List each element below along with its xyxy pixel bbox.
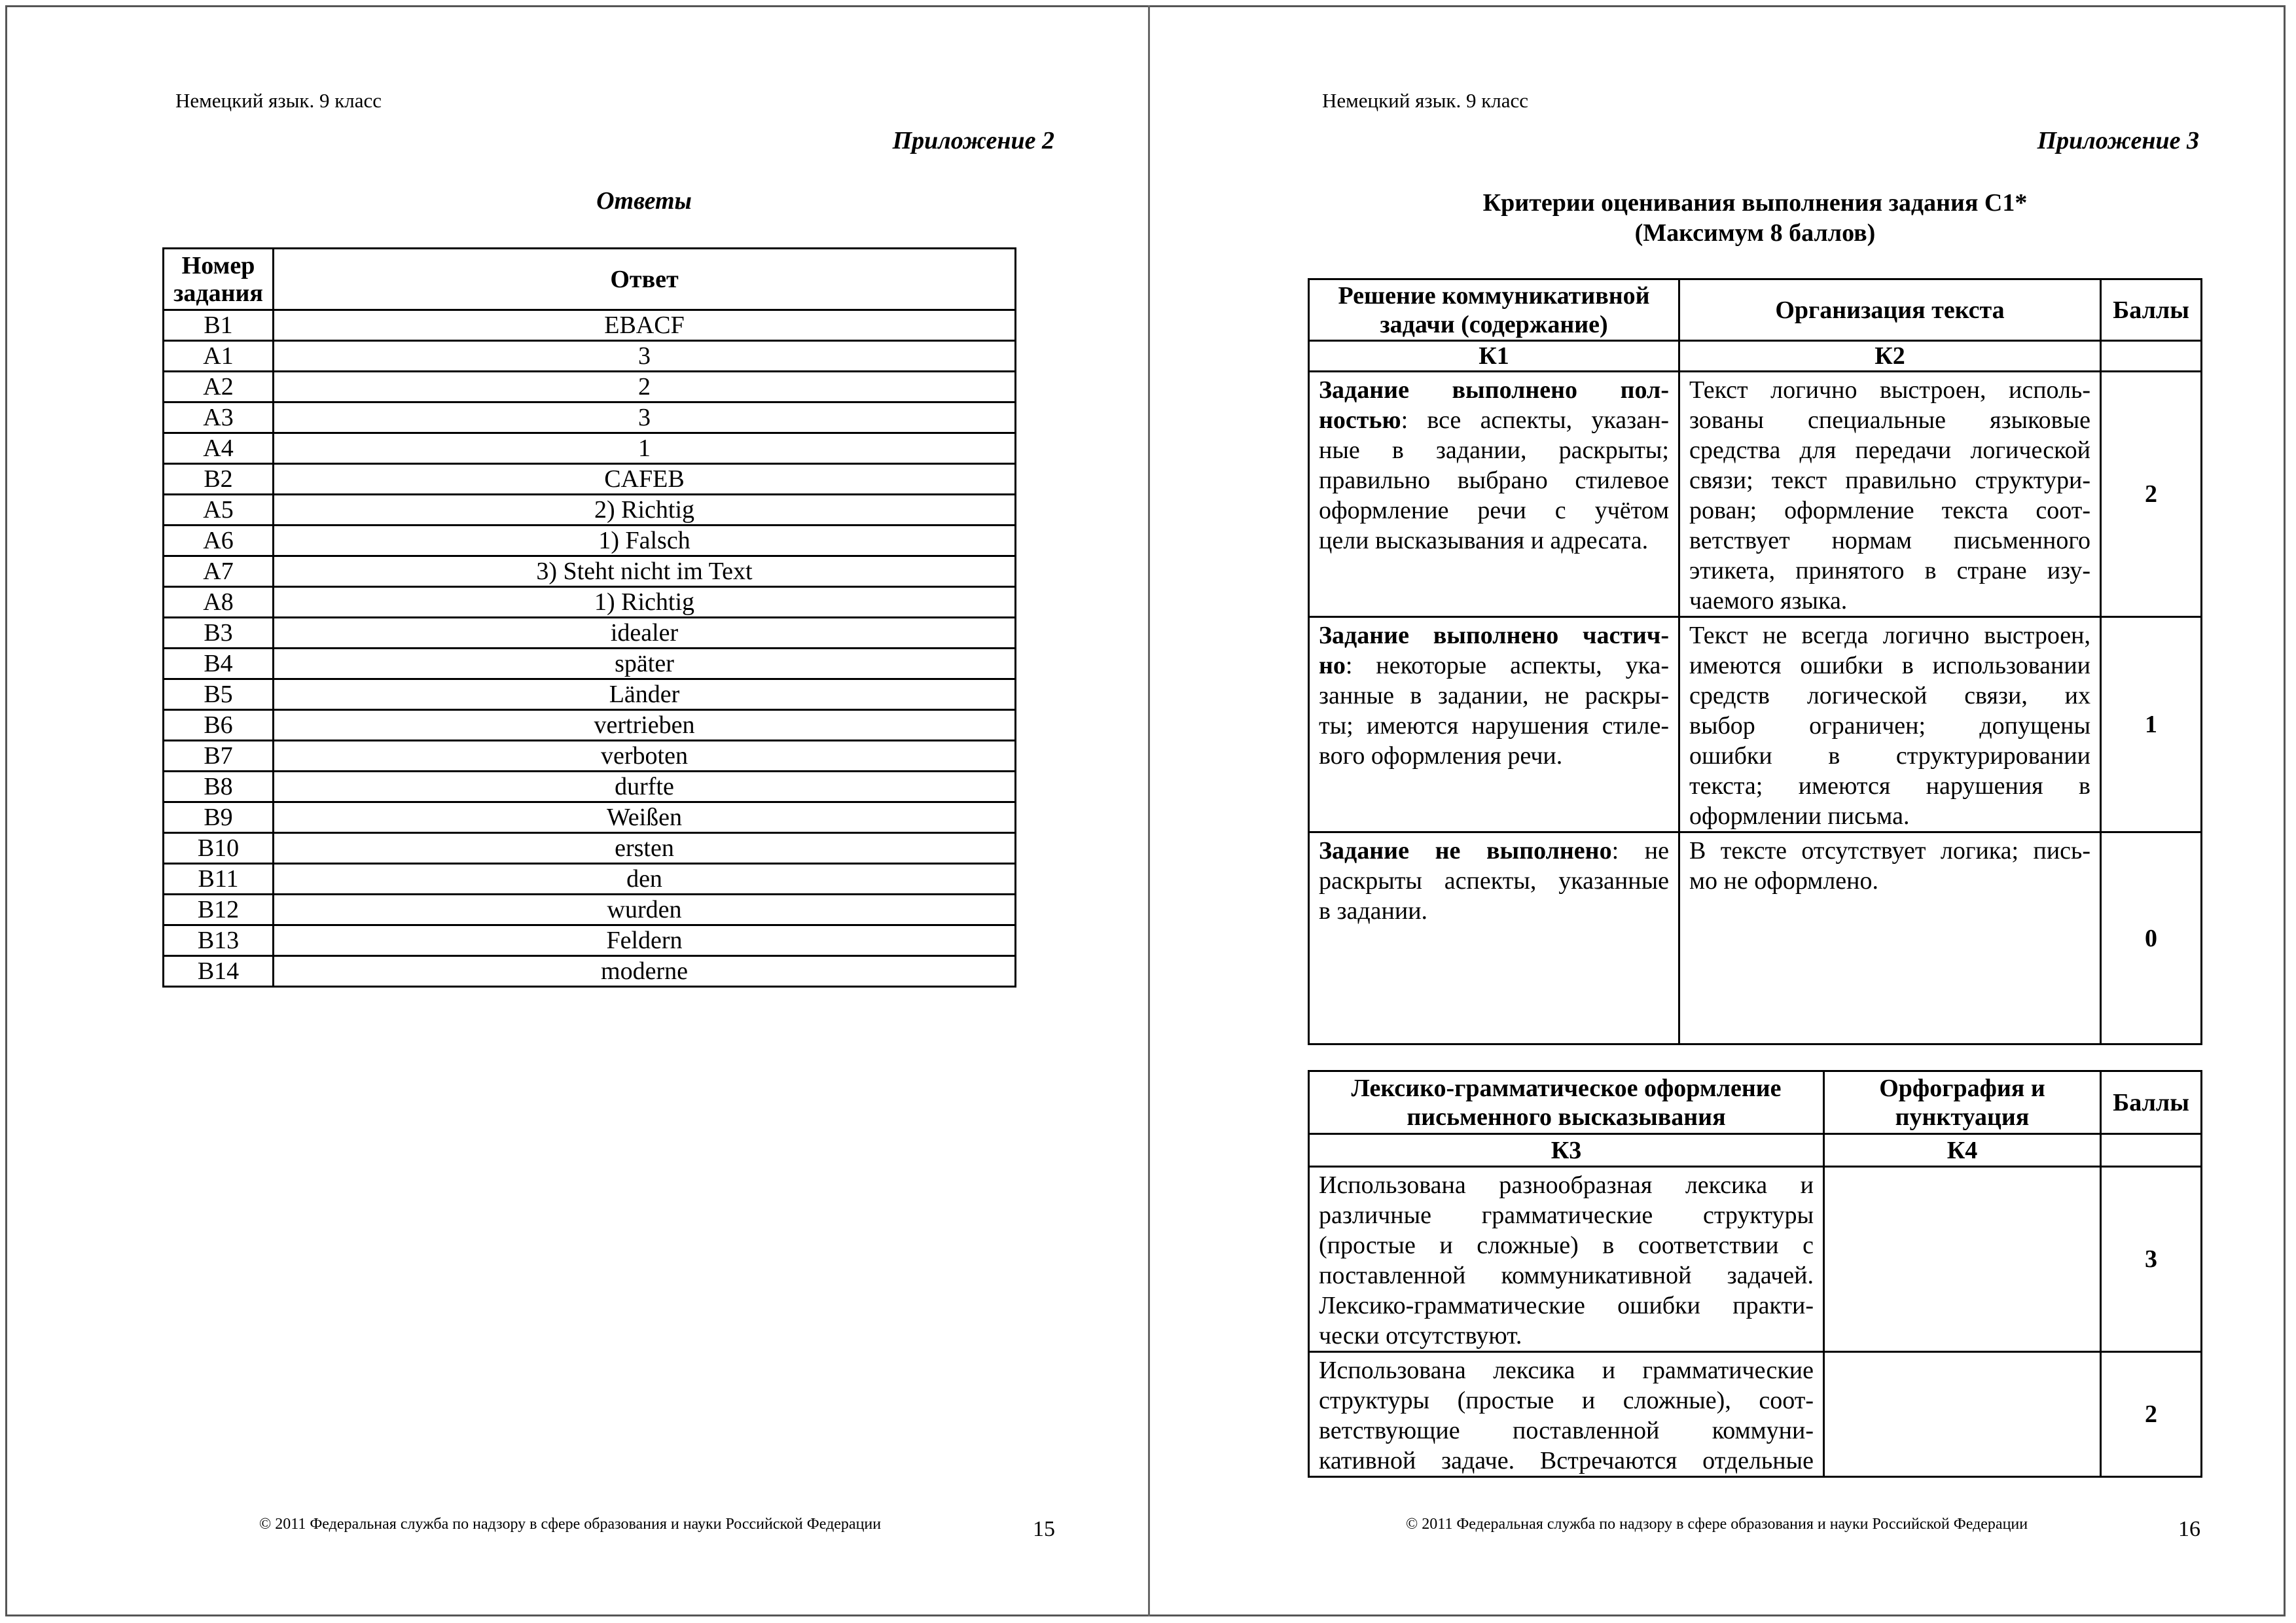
- table-row: [164, 864, 1016, 895]
- task-number: B14: [164, 956, 274, 987]
- header-spelling: Орфография и пунктуация: [1824, 1071, 2101, 1134]
- task-number: B7: [164, 741, 274, 772]
- k1-description: [1309, 372, 1679, 617]
- k2-description: [1679, 372, 2101, 617]
- task-answer: ersten: [274, 833, 1016, 864]
- text-line: Использована разнообразная лексика и: [1319, 1171, 1814, 1199]
- criterion-k2: К2: [1679, 341, 2101, 372]
- bold-term: Задание выполнено пол-: [1319, 376, 1669, 404]
- bold-term: Задание выполнено частич-: [1319, 622, 1669, 649]
- section-title: Ответы: [596, 187, 692, 215]
- text-line: раскрыты аспекты, указанные: [1319, 867, 1669, 895]
- text-line: выбор ограничен; допущены: [1689, 712, 2090, 740]
- criteria-title: Критерии оценивания выполнения задания С1*: [1482, 189, 2028, 217]
- running-header: Немецкий язык. 9 класс: [175, 89, 382, 112]
- k4-description: [1824, 1352, 2101, 1477]
- k1-description: [1309, 617, 1679, 832]
- text-line: оформление речи с учётом: [1319, 497, 1669, 524]
- text-line: различные грамматические структуры: [1319, 1202, 1814, 1229]
- task-answer: 1) Richtig: [274, 587, 1016, 618]
- task-answer: Feldern: [274, 925, 1016, 956]
- text-line: текста; имеются нарушения в: [1689, 772, 2090, 800]
- table-row: [164, 956, 1016, 987]
- k3-description: [1309, 1167, 1824, 1352]
- table-row: [164, 526, 1016, 556]
- table-row: [164, 433, 1016, 464]
- bold-term: ностью: [1319, 406, 1401, 434]
- appendix-label: Приложение 2: [892, 127, 1054, 154]
- page-number: 16: [2178, 1517, 2200, 1541]
- text-line: вого оформления речи.: [1319, 742, 1563, 770]
- text-line: Лексико-грамматические ошибки практи-: [1319, 1292, 1814, 1319]
- task-answer: 3: [274, 341, 1016, 372]
- task-answer: durfte: [274, 772, 1016, 802]
- criterion-k1: К1: [1309, 341, 1679, 372]
- score-value: 1: [2101, 617, 2202, 832]
- text-line: ветствует нормам письменного: [1689, 527, 2090, 554]
- line-text: : все аспекты, указан-: [1401, 406, 1669, 434]
- table-row: [164, 618, 1016, 649]
- criterion-k3: К3: [1309, 1134, 1824, 1167]
- text-line: [1319, 375, 1669, 405]
- text-line: занные в задании, не раскры-: [1319, 682, 1669, 709]
- task-number: B4: [164, 649, 274, 679]
- task-answer: 1: [274, 433, 1016, 464]
- task-number: B13: [164, 925, 274, 956]
- task-number: A2: [164, 372, 274, 402]
- task-answer: idealer: [274, 618, 1016, 649]
- criteria-row: [1309, 372, 2202, 617]
- task-answer: Weißen: [274, 802, 1016, 833]
- task-number: B12: [164, 895, 274, 925]
- answers-table: [162, 247, 1016, 988]
- table-row: [164, 925, 1016, 956]
- text-line: ветствующие поставленной коммуни-: [1319, 1417, 1814, 1444]
- table-row: [164, 895, 1016, 925]
- header-organization: Организация текста: [1679, 279, 2101, 341]
- table-row: [164, 372, 1016, 402]
- text-line: [1319, 620, 1669, 651]
- task-number: B10: [164, 833, 274, 864]
- task-number: B5: [164, 679, 274, 710]
- text-line: [1319, 836, 1669, 866]
- k1-description: [1309, 832, 1679, 1044]
- appendix-label: Приложение 3: [2037, 127, 2199, 154]
- copyright-footer: © 2011 Федеральная служба по надзору в сфере образования и науки Российской Федерации: [1406, 1516, 2028, 1533]
- task-number: B3: [164, 618, 274, 649]
- text-line: [1319, 651, 1669, 681]
- task-answer: wurden: [274, 895, 1016, 925]
- task-number: B9: [164, 802, 274, 833]
- k2-description: [1679, 617, 2101, 832]
- table-row: [164, 341, 1016, 372]
- table-row: [164, 402, 1016, 433]
- table-row: [164, 464, 1016, 495]
- text-line: чаемого языка.: [1689, 587, 1848, 615]
- task-answer: 2) Richtig: [274, 495, 1016, 526]
- running-header: Немецкий язык. 9 класс: [1322, 89, 1529, 112]
- task-answer: später: [274, 649, 1016, 679]
- text-line: кативной задаче. Встречаются отдельные: [1319, 1447, 1814, 1474]
- text-line: (простые и сложные) в соответствии с: [1319, 1232, 1814, 1259]
- bold-term: Задание не выполнено: [1319, 837, 1612, 865]
- text-line: рован; оформление текста соот-: [1689, 497, 2090, 524]
- task-number: A7: [164, 556, 274, 587]
- task-number: A1: [164, 341, 274, 372]
- text-line: зованы специальные языковые: [1689, 406, 2090, 434]
- table-row: [164, 649, 1016, 679]
- table-row: [164, 741, 1016, 772]
- header-score: Баллы: [2101, 279, 2202, 341]
- text-line: в задании.: [1319, 897, 1428, 925]
- task-answer: moderne: [274, 956, 1016, 987]
- table-row: [164, 772, 1016, 802]
- line-text: : некоторые аспекты, ука-: [1345, 652, 1669, 679]
- column-header-answer: Ответ: [274, 249, 1016, 310]
- text-line: поставленной коммуникативной задачей.: [1319, 1262, 1814, 1289]
- criteria-table-k3-k4: [1308, 1070, 2202, 1478]
- task-answer: vertrieben: [274, 710, 1016, 741]
- score-value: 2: [2101, 1352, 2202, 1477]
- task-answer: den: [274, 864, 1016, 895]
- header-content: Решение коммуникативной задачи (содержание): [1309, 279, 1679, 341]
- criteria-row: [1309, 617, 2202, 832]
- text-line: имеются ошибки в использовании: [1689, 652, 2090, 679]
- text-line: Использована лексика и грамматические: [1319, 1357, 1814, 1384]
- text-line: ты; имеются нарушения стиле-: [1319, 712, 1669, 740]
- text-line: цели высказывания и адресата.: [1319, 527, 1649, 554]
- text-line: чески отсутствуют.: [1319, 1322, 1522, 1349]
- text-line: ные в задании, раскрыты;: [1319, 437, 1669, 464]
- text-line: этикета, принятого в стране изу-: [1689, 557, 2090, 584]
- task-number: B11: [164, 864, 274, 895]
- header-score: Баллы: [2101, 1071, 2202, 1134]
- k3-description: [1309, 1352, 1824, 1477]
- text-line: связи; текст правильно структури-: [1689, 467, 2090, 494]
- score-value: 2: [2101, 372, 2202, 617]
- line-text: : не: [1611, 837, 1669, 865]
- text-line: средств логической связи, их: [1689, 682, 2090, 709]
- table-row: [164, 556, 1016, 587]
- text-line: средства для передачи логической: [1689, 437, 2090, 464]
- task-answer: 1) Falsch: [274, 526, 1016, 556]
- task-answer: 3: [274, 402, 1016, 433]
- page-divider: [1148, 5, 1150, 1616]
- criterion-empty: [2101, 341, 2202, 372]
- table-row: [164, 679, 1016, 710]
- task-number: B2: [164, 464, 274, 495]
- text-line: оформлении письма.: [1689, 802, 1910, 830]
- task-answer: 3) Steht nicht im Text: [274, 556, 1016, 587]
- header-lexico-grammar: Лексико-грамматическое оформление письменного высказывания: [1309, 1071, 1824, 1134]
- copyright-footer: © 2011 Федеральная служба по надзору в сфере образования и науки Российской Федерации: [259, 1516, 882, 1533]
- table-row: [164, 310, 1016, 341]
- text-line: правильно выбрано стилевое: [1319, 467, 1669, 494]
- criterion-empty: [2101, 1134, 2202, 1167]
- score-value: 0: [2101, 832, 2202, 1044]
- task-number: B6: [164, 710, 274, 741]
- criteria-table-k1-k2: [1308, 278, 2202, 1045]
- bold-term: но: [1319, 652, 1346, 679]
- criteria-row: [1309, 1167, 2202, 1352]
- k2-description: [1679, 832, 2101, 1044]
- task-answer: verboten: [274, 741, 1016, 772]
- table-row: [164, 833, 1016, 864]
- task-answer: Länder: [274, 679, 1016, 710]
- task-number: B1: [164, 310, 274, 341]
- criteria-row: [1309, 832, 2202, 1044]
- table-row: [164, 710, 1016, 741]
- task-answer: EBACF: [274, 310, 1016, 341]
- score-value: 3: [2101, 1167, 2202, 1352]
- text-line: структуры (простые и сложные), соот-: [1319, 1387, 1814, 1414]
- table-row: [164, 802, 1016, 833]
- k4-description: [1824, 1167, 2101, 1352]
- task-answer: CAFEB: [274, 464, 1016, 495]
- task-number: A6: [164, 526, 274, 556]
- criterion-k4: К4: [1824, 1134, 2101, 1167]
- text-line: В тексте отсутствует логика; пись-: [1689, 837, 2090, 865]
- text-line: Текст не всегда логично выстроен,: [1689, 622, 2090, 649]
- column-header-number: Номер задания: [164, 249, 274, 310]
- text-line: ошибки в структурировании: [1689, 742, 2090, 770]
- text-line: мо не оформлено.: [1689, 867, 1879, 895]
- page-number: 15: [1033, 1517, 1055, 1541]
- criteria-subtitle: (Максимум 8 баллов): [1634, 219, 1876, 247]
- task-number: A4: [164, 433, 274, 464]
- task-answer: 2: [274, 372, 1016, 402]
- task-number: A8: [164, 587, 274, 618]
- task-number: A3: [164, 402, 274, 433]
- text-line: [1319, 405, 1669, 435]
- criteria-row: [1309, 1352, 2202, 1477]
- task-number: A5: [164, 495, 274, 526]
- task-number: B8: [164, 772, 274, 802]
- table-row: [164, 495, 1016, 526]
- table-row: [164, 587, 1016, 618]
- text-line: Текст логично выстроен, исполь-: [1689, 376, 2090, 404]
